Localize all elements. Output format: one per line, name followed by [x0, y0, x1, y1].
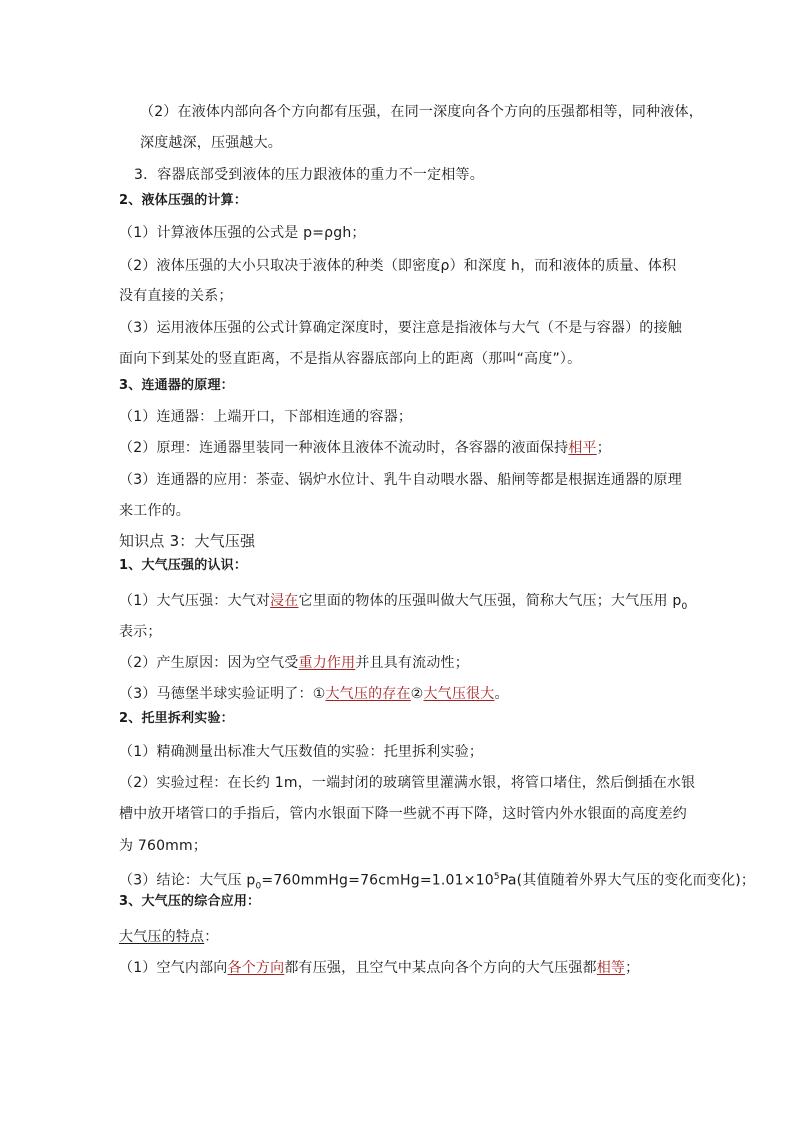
text-run: 并且具有流动性； [355, 655, 469, 671]
subscript: 0 [255, 881, 262, 892]
para-line [119, 591, 687, 617]
para-line [119, 438, 611, 458]
highlight-term: 相平 [568, 440, 597, 456]
heading-atmospheric-application: 3、大气压的综合应用： [119, 894, 261, 909]
text-run: （2）原理：连通器里装同一种液体且液体不流动时，各容器的液面保持 [119, 440, 569, 456]
highlight-term: 大气压的存在 [325, 686, 411, 702]
text-run: 。 [494, 686, 509, 702]
highlight-term: 浸在 [270, 593, 299, 609]
highlight-term: 相等 [596, 960, 626, 976]
text-run: ； [596, 440, 611, 456]
para-line: 表示； [119, 624, 162, 640]
heading-torricelli: 2、托里拆利实验： [119, 711, 234, 726]
para-line: （2）在液体内部向各个方向都有压强，在同一深度向各个方向的压强都相等，同种液体， [140, 104, 703, 120]
para-line: （3）连通器的应用：茶壶、锅炉水位计、乳牛自动喂水器、船闸等都是根据连通器的原理 [119, 472, 682, 488]
heading-atmospheric-pressure: 1、大气压强的认识： [119, 558, 248, 573]
para-line [119, 653, 469, 673]
para-line: 没有直接的关系； [119, 288, 233, 304]
para-line: 槽中放开堵管口的手指后，管内水银面下降一些就不再下降，这时管内外水银面的高度差约 [119, 806, 687, 822]
text-run: （2）产生原因：因为空气受 [119, 655, 299, 671]
para-line: （2）实验过程：在长约 1m，一端封闭的玻璃管里灌满水银，将管口堵住，然后倒插在水银 [119, 775, 696, 791]
para-line: 面向下到某处的竖直距离，不是指从容器底部向上的距离（那叫“高度”）。 [119, 351, 582, 367]
text-run: 都有压强，且空气中某点向各个方向的大气压强都 [284, 960, 597, 976]
para-line: （1）计算液体压强的公式是 p=ρgh； [119, 225, 366, 241]
para-line: （1）连通器：上端开口，下部相连通的容器； [119, 409, 413, 425]
highlight-term: 重力作用 [298, 655, 356, 671]
highlight-term: 各个方向 [227, 960, 285, 976]
para-line [119, 927, 218, 947]
para-line: （2）液体压强的大小只取决于液体的种类（即密度ρ）和深度 h，而和液体的质量、体积 [119, 258, 677, 274]
text-run: =760mmHg=76cmHg=1.01×10 [261, 872, 494, 889]
text-run: （3）马德堡半球实验证明了：① [119, 686, 326, 702]
para-line: 来工作的。 [119, 503, 190, 519]
para-line: 为 760mm； [119, 838, 208, 854]
heading-liquid-pressure-calc: 2、液体压强的计算： [119, 193, 248, 208]
para-line [119, 958, 639, 978]
para-line: 深度越深，压强越大。 [140, 135, 282, 151]
subscript: 0 [681, 601, 688, 612]
para-line: （1）精确测量出标准大气压数值的实验：托里拆利实验； [119, 744, 484, 760]
text-run: （1）空气内部向 [119, 960, 228, 976]
text-run: ： [204, 929, 219, 945]
para-line: 3．容器底部受到液体的压力跟液体的重力不一定相等。 [134, 167, 484, 183]
para-line: （3）运用液体压强的公式计算确定深度时，要注意是指液体与大气（不是与容器）的接触 [119, 320, 682, 336]
highlight-term: 大气压很大 [423, 686, 495, 702]
text-run: ② [410, 686, 424, 702]
para-line [119, 684, 509, 704]
text-run: Pa(其值随着外界大气压的变化而变化)； [499, 872, 756, 889]
text-run: （1）大气压强：大气对 [119, 593, 271, 609]
section-title: 知识点 3：大气压强 [119, 532, 256, 550]
superscript: 5 [493, 872, 500, 882]
heading-connector-principle: 3、连通器的原理： [119, 378, 234, 393]
underlined-term: 大气压的特点 [119, 929, 205, 945]
text-run: 它里面的物体的压强叫做大气压强，简称大气压；大气压用 p [298, 593, 682, 609]
text-run: ； [625, 960, 640, 976]
text-run: （3）结论：大气压 p [119, 872, 256, 889]
